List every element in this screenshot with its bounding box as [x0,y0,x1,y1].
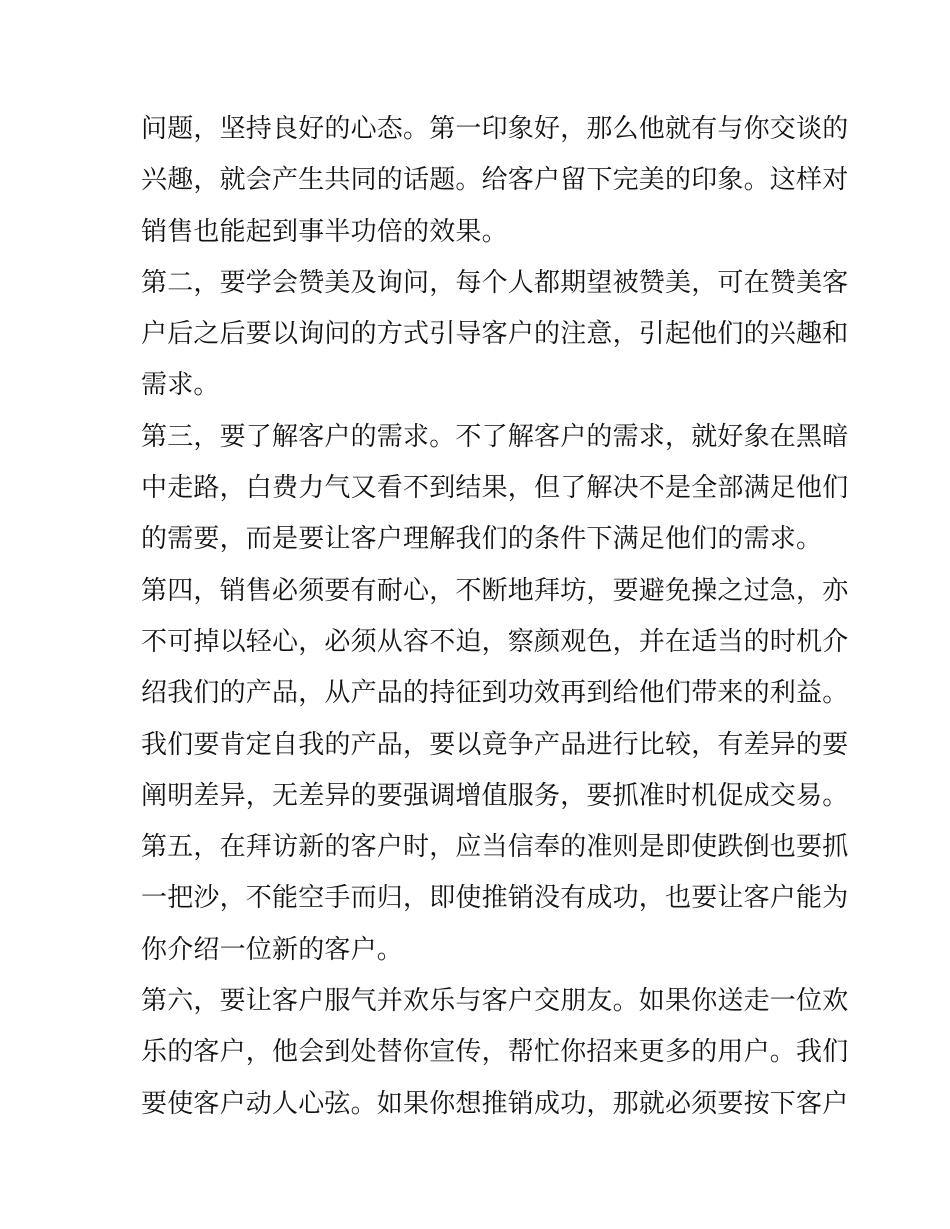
text-line: 需求。 [141,370,220,401]
text-line: 要使客户动人心弦。如果你想推销成功，那就必须要按下客户 [141,1088,849,1119]
text-line: 第六，要让客户服气并欢乐与客户交朋友。如果你送走一位欢 [141,986,849,1017]
text-line: 的需要，而是要让客户理解我们的条件下满足他们的需求。 [141,524,823,555]
text-line: 我们要肯定自我的产品，要以竟争产品进行比较，有差异的要 [141,729,849,760]
text-line: 兴趣，就会产生共同的话题。给客户留下完美的印象。这样对 [141,165,849,196]
text-line: 阐明差异，无差异的要强调增值服务，要抓准时机促成交易。 [141,780,849,811]
text-line: 户后之后要以询问的方式引导客户的注意，引起他们的兴趣和 [141,319,849,350]
text-line: 不可掉以轻心，必须从容不迫，察颜观色，并在适当的时机介 [141,626,849,657]
text-line: 绍我们的产品，从产品的持征到功效再到给他们带来的利益。 [141,678,849,709]
text-line: 第四，销售必须要有耐心，不断地拜坊，要避免操之过急，亦 [141,575,849,606]
text-line: 一把沙，不能空手而归，即使推销没有成功，也要让客户能为 [141,883,849,914]
body-text [141,104,849,1130]
text-line: 第五，在拜访新的客户时，应当信奉的准则是即使跌倒也要抓 [141,832,849,863]
text-line: 问题，坚持良好的心态。第一印象好，那么他就有与你交谈的 [141,114,849,144]
text-line: 第二，要学会赞美及询问，每个人都期望被赞美，可在赞美客 [141,267,849,298]
text-line: 你介绍一位新的客户。 [141,934,404,965]
text-line: 销售也能起到事半功倍的效果。 [141,216,508,247]
text-line: 乐的客户，他会到处替你宣传，帮忙你招来更多的用户。我们 [141,1037,849,1068]
text-line: 中走路，白费力气又看不到结果，但了解决不是全部满足他们 [141,473,849,504]
text-line: 第三，要了解客户的需求。不了解客户的需求，就好象在黑暗 [141,421,849,452]
